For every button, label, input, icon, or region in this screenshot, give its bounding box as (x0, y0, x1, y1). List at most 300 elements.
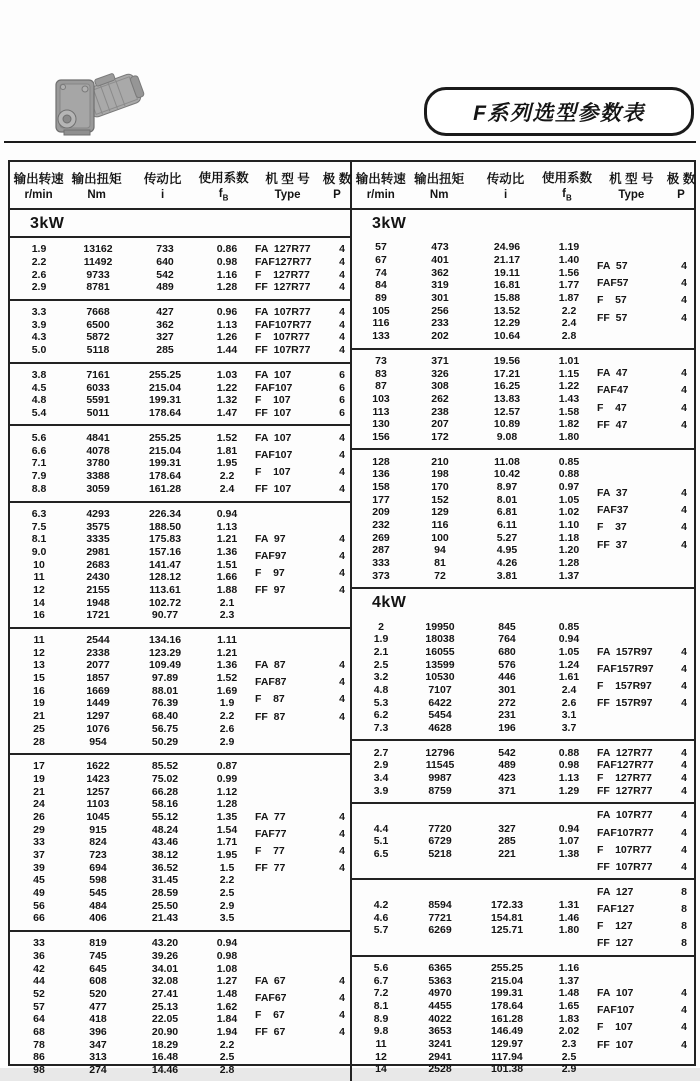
pole-count: 4 (681, 259, 687, 272)
column-header-zh: 传动比 (486, 172, 525, 186)
ratio-cell: 21.43 (151, 912, 179, 925)
type-row (597, 294, 697, 307)
ratio-cell: 55.12 (151, 810, 179, 823)
ratio-cell: 226.34 (148, 507, 182, 520)
type-row (597, 311, 697, 324)
table-row (355, 544, 597, 557)
torque-cell: 477 (89, 1000, 107, 1013)
torque-cell: 13162 (83, 243, 113, 256)
column-header (324, 169, 350, 201)
pole-count: 4 (339, 844, 345, 857)
column-header-unit: Nm (87, 189, 106, 201)
type-column (597, 885, 697, 949)
service-factor-cell: 2.4 (561, 683, 577, 696)
type-row (597, 784, 697, 797)
speed-cell: 2.9 (373, 759, 389, 772)
table-row (355, 1012, 597, 1025)
speed-cell: 3.2 (373, 671, 389, 684)
service-factor-cell: 2.02 (558, 1025, 580, 1038)
model-type: FAF97 (255, 550, 287, 562)
service-factor-cell: 1.05 (558, 493, 580, 506)
type-row (597, 920, 697, 933)
table-row (13, 1051, 255, 1064)
column-header-zh: 输出扭矩 (414, 172, 465, 186)
model-type: FA 97 (255, 532, 286, 545)
service-factor-cell: 2.9 (219, 899, 235, 912)
table-row (355, 292, 597, 305)
ratio-cell: 25.13 (151, 1000, 179, 1013)
service-factor-cell: 0.99 (216, 772, 238, 785)
model-block (352, 955, 694, 1081)
ratio-cell: 188.50 (148, 520, 182, 533)
torque-cell: 116 (431, 519, 449, 532)
model-type: FF 127R77 (597, 784, 653, 797)
type-column (255, 369, 355, 420)
type-column (255, 431, 355, 495)
table-row (355, 393, 597, 406)
table-right-half (352, 210, 694, 1081)
torque-cell: 347 (89, 1038, 107, 1051)
service-factor-cell: 0.85 (558, 455, 580, 468)
pole-count: 6 (339, 381, 345, 394)
table-row (355, 367, 597, 380)
service-factor-cell: 0.94 (558, 822, 580, 835)
table-row (13, 785, 255, 798)
service-factor-cell: 1.02 (558, 506, 580, 519)
torque-cell: 7720 (428, 822, 452, 835)
type-row (255, 256, 355, 269)
type-row (597, 1021, 697, 1034)
column-header (595, 169, 668, 201)
service-factor-cell: 0.88 (558, 746, 580, 759)
model-type: F 37 (597, 521, 627, 534)
service-factor-cell: 1.29 (558, 784, 580, 797)
torque-cell: 3653 (428, 1025, 452, 1038)
service-factor-cell: 1.80 (558, 430, 580, 443)
ratio-cell: 178.64 (148, 470, 182, 483)
power-section (352, 587, 694, 1081)
model-type: F 107 (255, 394, 291, 407)
service-factor-cell: 2.2 (561, 304, 577, 317)
model-type: FA 127R77 (597, 746, 653, 759)
model-type: FF 157R97 (597, 697, 653, 710)
column-header-zh: 机 型 号 (265, 172, 310, 186)
type-row (255, 827, 355, 840)
table-row (13, 962, 255, 975)
type-column (597, 260, 697, 324)
column-header-unit: $f_B$ (218, 187, 229, 203)
pole-count: 4 (339, 243, 345, 256)
torque-cell: 8759 (428, 784, 452, 797)
type-column (597, 645, 697, 709)
speed-cell: 3.8 (31, 368, 47, 381)
speed-cell: 12 (33, 583, 45, 596)
pole-count: 6 (339, 406, 345, 419)
ratio-cell: 146.49 (490, 1025, 524, 1038)
type-row (597, 937, 697, 950)
pole-count: 4 (681, 759, 687, 772)
service-factor-cell: 1.46 (558, 911, 580, 924)
table-row (13, 533, 255, 546)
pole-count: 4 (339, 281, 345, 294)
speed-cell: 83 (375, 367, 387, 380)
torque-cell: 210 (431, 455, 449, 468)
table-row (355, 557, 597, 570)
speed-cell: 21 (33, 785, 45, 798)
section-heading: 3kW (372, 215, 407, 232)
torque-cell: 2077 (86, 659, 110, 672)
speed-cell: 2 (378, 620, 384, 633)
data-rows (355, 962, 597, 1076)
torque-cell: 1103 (86, 798, 110, 811)
table-row (355, 684, 597, 697)
speed-cell: 6.2 (373, 709, 389, 722)
model-block (10, 362, 350, 425)
speed-cell: 29 (33, 823, 45, 836)
type-row (255, 862, 355, 875)
speed-cell: 5.7 (373, 924, 389, 937)
ratio-cell: 178.64 (490, 1000, 524, 1013)
type-row (255, 381, 355, 394)
table-row (13, 482, 255, 495)
torque-cell: 13599 (425, 658, 455, 671)
pole-count: 4 (339, 710, 345, 723)
type-column (255, 532, 355, 596)
table-row (355, 987, 597, 1000)
ratio-cell: 845 (498, 620, 516, 633)
service-factor-cell: 1.88 (216, 583, 238, 596)
speed-cell: 37 (33, 849, 45, 862)
service-factor-cell: 0.98 (216, 256, 238, 269)
service-factor-cell: 3.7 (561, 722, 577, 735)
speed-cell: 3.9 (373, 784, 389, 797)
torque-cell: 1721 (86, 609, 110, 622)
type-column (255, 810, 355, 874)
model-type: F 127R77 (255, 268, 310, 281)
model-type: F 97 (255, 567, 285, 580)
torque-cell: 4628 (428, 722, 452, 735)
torque-cell: 745 (89, 949, 107, 962)
model-type: FAF107 (255, 381, 293, 394)
pole-count: 4 (681, 418, 687, 431)
ratio-cell: 11.08 (494, 455, 520, 468)
column-header-unit: r/min (24, 189, 53, 201)
torque-cell: 401 (431, 254, 449, 267)
ratio-cell: 327 (156, 331, 174, 344)
speed-cell: 13 (33, 659, 45, 672)
speed-cell: 26 (33, 810, 45, 823)
model-type: FAF77 (255, 827, 287, 840)
model-type: F 157R97 (597, 679, 652, 692)
speed-cell: 2.2 (31, 256, 47, 269)
model-block (10, 930, 350, 1081)
ratio-cell: 10.42 (493, 468, 521, 481)
speed-cell: 11 (33, 634, 45, 647)
torque-cell: 1297 (86, 710, 110, 723)
ratio-cell: 129.97 (490, 1038, 524, 1051)
table-row (13, 1064, 255, 1077)
speed-cell: 49 (33, 887, 45, 900)
model-type: FA 57 (597, 259, 628, 272)
torque-cell: 1076 (86, 722, 110, 735)
pole-count: 4 (681, 521, 687, 534)
torque-cell: 5363 (428, 974, 452, 987)
power-section (10, 210, 350, 1081)
service-factor-cell: 1.24 (558, 658, 580, 671)
column-header-unit: Type (274, 189, 301, 201)
type-row (255, 974, 355, 987)
column-header-zh: 输出扭矩 (71, 172, 122, 186)
table-row (355, 658, 597, 671)
torque-cell: 19950 (425, 620, 455, 633)
service-factor-cell: 1.77 (558, 279, 580, 292)
table-row (13, 1013, 255, 1026)
service-factor-cell: 1.37 (558, 974, 580, 987)
torque-cell: 308 (431, 380, 449, 393)
service-factor-cell: 1.05 (558, 645, 580, 658)
ratio-cell: 123.29 (148, 646, 182, 659)
ratio-cell: 446 (498, 671, 516, 684)
model-type: FF 127 (597, 937, 634, 950)
ratio-cell: 34.01 (151, 962, 179, 975)
torque-cell: 473 (431, 241, 449, 254)
type-column (255, 306, 355, 357)
speed-cell: 42 (33, 962, 45, 975)
speed-cell: 128 (372, 455, 390, 468)
speed-cell: 19 (33, 772, 45, 785)
torque-cell: 545 (89, 887, 107, 900)
data-rows (355, 746, 597, 797)
pole-count: 4 (681, 809, 687, 822)
speed-cell: 177 (372, 493, 390, 506)
service-factor-cell: 0.88 (558, 468, 580, 481)
table-row (13, 243, 255, 256)
service-factor-cell: 1.10 (558, 519, 580, 532)
table-row (355, 962, 597, 975)
pole-count: 4 (339, 483, 345, 496)
section-heading: 3kW (10, 210, 350, 238)
service-factor-cell: 2.6 (219, 722, 235, 735)
model-block (352, 615, 694, 739)
service-factor-cell: 1.47 (216, 406, 238, 419)
service-factor-cell: 1.21 (216, 646, 238, 659)
column-header-zh: 机 型 号 (609, 172, 654, 186)
torque-cell: 3241 (428, 1038, 452, 1051)
model-type: FA 107 (255, 368, 292, 381)
service-factor-cell: 1.22 (558, 380, 580, 393)
ratio-cell: 43.46 (151, 836, 179, 849)
table-row (355, 468, 597, 481)
column-header-zh: 传动比 (143, 172, 182, 186)
torque-cell: 5118 (86, 344, 110, 357)
table-row (355, 696, 597, 709)
data-rows (13, 760, 255, 925)
type-row (255, 845, 355, 858)
table-row (13, 546, 255, 559)
torque-cell: 170 (431, 481, 449, 494)
table-row (13, 646, 255, 659)
speed-cell: 98 (33, 1064, 45, 1077)
model-type: FF 107 (255, 483, 292, 496)
page-title-badge (424, 87, 694, 136)
service-factor-cell: 0.87 (216, 760, 238, 773)
service-factor-cell: 1.13 (216, 520, 238, 533)
pole-count: 4 (681, 662, 687, 675)
table-row (355, 279, 597, 292)
ratio-cell: 3.81 (496, 569, 518, 582)
ratio-cell: 489 (156, 281, 174, 294)
type-row (255, 810, 355, 823)
service-factor-cell: 1.28 (216, 281, 238, 294)
torque-cell: 94 (434, 544, 446, 557)
speed-cell: 24 (33, 798, 45, 811)
table-row (13, 584, 255, 597)
pole-count: 4 (339, 318, 345, 331)
type-row (255, 693, 355, 706)
torque-cell: 2683 (86, 558, 110, 571)
model-type: FA 157R97 (597, 645, 653, 658)
pole-count: 4 (339, 306, 345, 319)
model-type: FF 57 (597, 311, 628, 324)
service-factor-cell: 2.8 (561, 330, 577, 343)
type-column (597, 746, 697, 797)
speed-cell: 1.9 (373, 633, 389, 646)
column-header-unit: r/min (366, 189, 395, 201)
pole-count: 4 (681, 1004, 687, 1017)
speed-cell: 133 (372, 330, 390, 343)
ratio-cell: 764 (498, 633, 516, 646)
model-type: FF 67 (255, 1026, 286, 1039)
model-block (10, 238, 350, 299)
model-type: FF 127R77 (255, 281, 311, 294)
table-row (355, 330, 597, 343)
service-factor-cell: 1.61 (558, 671, 580, 684)
ratio-cell: 10.89 (493, 418, 521, 431)
speed-cell: 6.7 (373, 974, 389, 987)
speed-cell: 36 (33, 949, 45, 962)
service-factor-cell: 1.52 (216, 432, 238, 444)
pole-count: 4 (339, 550, 345, 562)
ratio-cell: 16.48 (151, 1051, 179, 1064)
pole-count: 4 (339, 676, 345, 689)
ratio-cell: 43.20 (151, 937, 179, 950)
table-row (355, 822, 597, 835)
speed-cell: 2.9 (31, 281, 47, 294)
pole-count: 4 (339, 862, 345, 875)
table-row (355, 709, 597, 722)
torque-cell: 262 (431, 392, 449, 405)
column-header-zh: 使用系数 (198, 170, 249, 185)
table-row (13, 256, 255, 269)
ratio-cell: 25.50 (151, 899, 179, 912)
torque-cell: 1622 (86, 760, 110, 773)
model-block (352, 802, 694, 878)
pole-count: 4 (681, 746, 687, 759)
service-factor-cell: 2.4 (561, 317, 577, 330)
ratio-cell: 542 (498, 746, 516, 759)
speed-cell: 25 (33, 722, 45, 735)
torque-cell: 6500 (86, 318, 110, 331)
type-row (255, 243, 355, 256)
ratio-cell: 640 (156, 256, 174, 269)
column-header-unit: Type (618, 189, 645, 201)
table-row (13, 899, 255, 912)
speed-cell: 12 (375, 1050, 387, 1063)
service-factor-cell: 1.43 (558, 392, 580, 405)
torque-cell: 8781 (86, 281, 110, 294)
type-row (255, 281, 355, 294)
service-factor-cell: 1.51 (216, 558, 238, 571)
speed-cell: 287 (372, 544, 390, 557)
type-row (255, 448, 355, 461)
table-row (13, 823, 255, 836)
service-factor-cell: 2.2 (219, 470, 235, 483)
model-type: FA 107R77 (255, 306, 311, 319)
table-row (13, 773, 255, 786)
table-row (355, 1063, 597, 1076)
speed-cell: 84 (375, 279, 387, 292)
service-factor-cell: 1.56 (558, 266, 580, 279)
service-factor-cell: 2.3 (219, 609, 235, 622)
speed-cell: 333 (372, 557, 390, 570)
type-row (597, 885, 697, 898)
column-header-zh: 极 数 (322, 172, 352, 186)
service-factor-cell: 2.6 (561, 696, 577, 709)
speed-cell: 4.8 (373, 683, 389, 696)
table-row (355, 254, 597, 267)
table-body (10, 210, 694, 1081)
service-factor-cell: 1.37 (558, 569, 580, 582)
service-factor-cell: 1.94 (216, 1025, 238, 1038)
pole-count: 4 (339, 268, 345, 281)
ratio-cell: 28.59 (151, 887, 179, 900)
table-row (355, 519, 597, 532)
torque-cell: 18038 (425, 633, 455, 646)
page-title: F系列选型参数表 (473, 101, 645, 125)
service-factor-cell: 1.21 (216, 533, 238, 546)
ratio-cell: 24.96 (493, 241, 521, 254)
type-row (597, 903, 697, 916)
table-row (355, 835, 597, 848)
speed-cell: 8.9 (373, 1012, 389, 1025)
ratio-cell: 175.83 (148, 533, 182, 546)
model-type: F 77 (255, 844, 285, 857)
ratio-cell: 12.29 (493, 317, 521, 330)
pole-count: 4 (681, 294, 687, 307)
column-header-unit: P (677, 189, 685, 201)
table-row (355, 405, 597, 418)
model-type: FA 47 (597, 367, 628, 380)
service-factor-cell: 1.16 (558, 961, 580, 974)
speed-cell: 57 (33, 1000, 45, 1013)
service-factor-cell: 3.1 (561, 709, 577, 722)
ratio-cell: 56.75 (151, 722, 179, 735)
service-factor-cell: 1.32 (216, 394, 238, 407)
table-row (355, 633, 597, 646)
type-row (255, 567, 355, 580)
table-row (13, 710, 255, 723)
pole-count: 4 (681, 772, 687, 785)
speed-cell: 2.7 (373, 746, 389, 759)
service-factor-cell: 1.26 (216, 331, 238, 344)
torque-cell: 319 (431, 279, 449, 292)
torque-cell: 198 (431, 468, 449, 481)
ratio-cell: 17.21 (493, 367, 521, 380)
model-type: FA 107 (255, 431, 292, 444)
ratio-cell: 117.94 (491, 1050, 523, 1063)
service-factor-cell: 0.98 (558, 759, 580, 772)
speed-cell: 67 (375, 254, 387, 267)
